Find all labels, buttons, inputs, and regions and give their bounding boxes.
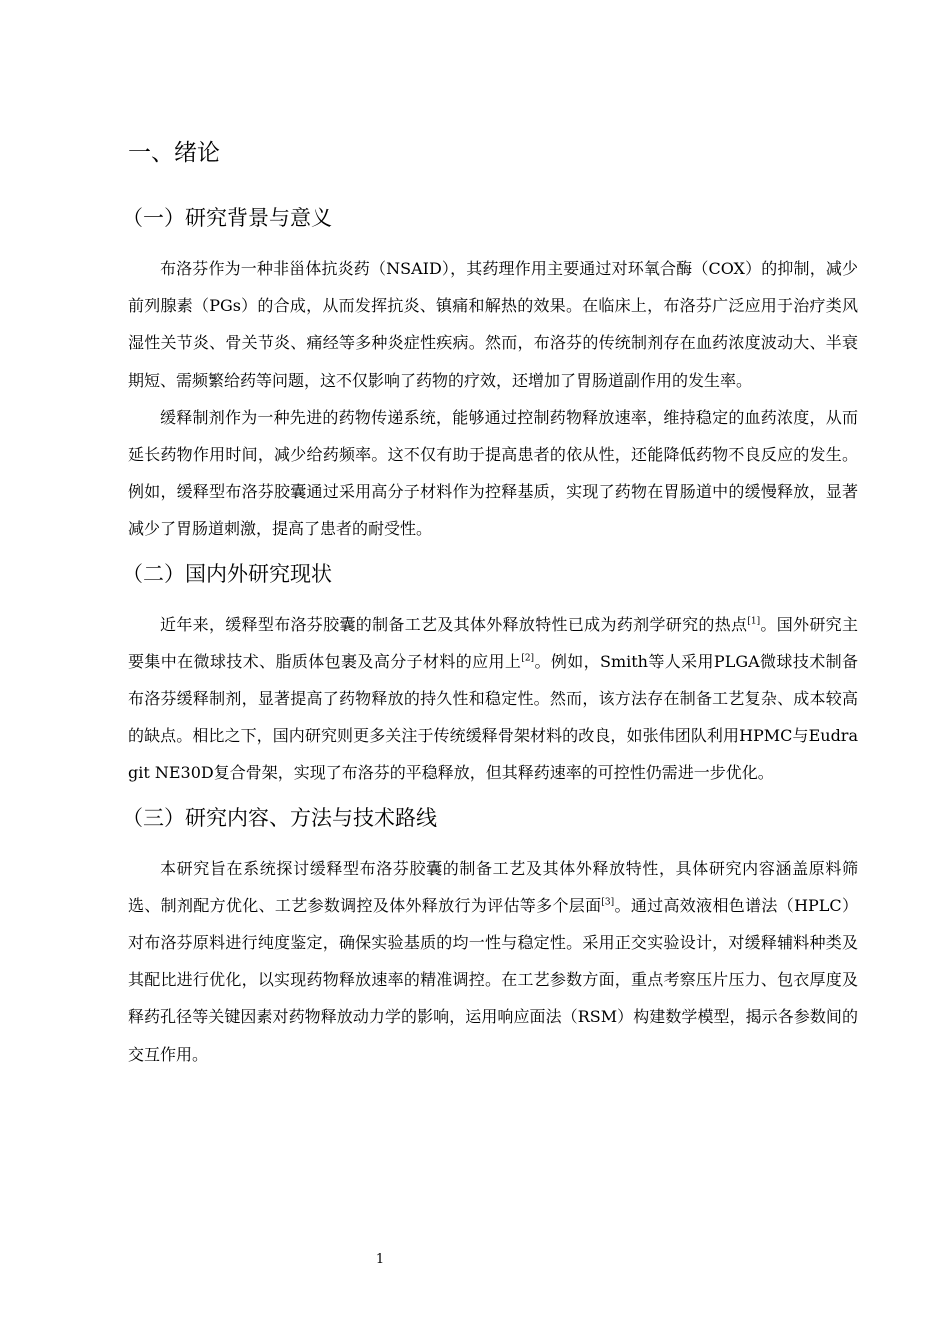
section-2-text-c: 。例如，Smith等人采用PLGA微球技术制备布洛芬缓释制剂，显著提高了药物释放的持久性和稳定性。然而，该方法存在制备工艺复杂、成本较高的缺点。相比之下，国内研究则更多关注于传统缓释骨架材料的改良，如张伟团队利用HPMC与Eudragit NE30D复合骨架，实现了布洛芬的平稳释放，但其释药速率的可控性仍需进一步优化。: [128, 651, 858, 783]
section-3-text-a: 本研究旨在系统探讨缓释型布洛芬胶囊的制备工艺及其体外释放特性，具体研究内容涵盖原料筛选、制剂配方优化、工艺参数调控及体外释放行为评估等多个层面: [128, 858, 858, 915]
section-3-paragraph-1: [128, 850, 858, 1073]
section-2-text-a: 近年来，缓释型布洛芬胶囊的制备工艺及其体外释放特性已成为药剂学研究的热点: [160, 614, 748, 634]
page-number: 1: [375, 1252, 385, 1267]
section-3-text-b: 。通过高效液相色谱法（HPLC）对布洛芬原料进行纯度鉴定，确保实验基质的均一性与稳定性。采用正交实验设计，对缓释辅料种类及其配比进行优化，以实现药物释放速率的精准调控。在工艺参数方面，重点考察压片压力、包衣厚度及释药孔径等关键因素对药物释放动力学的影响，运用响应面法（RSM）构建数学模型，揭示各参数间的交互作用。: [128, 895, 858, 1064]
section-1-title: （一）研究背景与意义: [122, 206, 332, 230]
chapter-heading: 一、绪论: [128, 140, 220, 166]
section-3-title: （三）研究内容、方法与技术路线: [122, 805, 437, 830]
citation-1: [1]: [747, 616, 761, 627]
section-2-text-b: 。国外研究主要集中在微球技术、脂质体包裹及高分子材料的应用上: [128, 614, 858, 671]
section-2-title: （二）国内外研究现状: [122, 561, 332, 586]
section-1-paragraph-2: 缓释制剂作为一种先进的药物传递系统，能够通过控制药物释放速率，维持稳定的血药浓度，从而延长药物作用时间，减少给药频率。这不仅有助于提高患者的依从性，还能降低药物不良反应的发生。例如，缓释型布洛芬胶囊通过采用高分子材料作为控释基质，实现了药物在胃肠道中的缓慢释放，显著减少了胃肠道刺激，提高了患者的耐受性。: [128, 407, 858, 539]
section-1-paragraph-1: 布洛芬作为一种非甾体抗炎药（NSAID），其药理作用主要通过对环氧合酶（COX）的抑制，减少前列腺素（PGs）的合成，从而发挥抗炎、镇痛和解热的效果。在临床上，布洛芬广泛应用于治疗类风湿性关节炎、骨关节炎、痛经等多种炎症性疾病。然而，布洛芬的传统制剂存在血药浓度波动大、半衰期短、需频繁给药等问题，这不仅影响了药物的疗效，还增加了胃肠道副作用的发生率。: [128, 259, 858, 390]
citation-3: [3]: [601, 897, 615, 908]
citation-2: [2]: [521, 653, 535, 664]
page-content: [122, 136, 858, 1073]
section-2-paragraph-1: [128, 606, 858, 792]
